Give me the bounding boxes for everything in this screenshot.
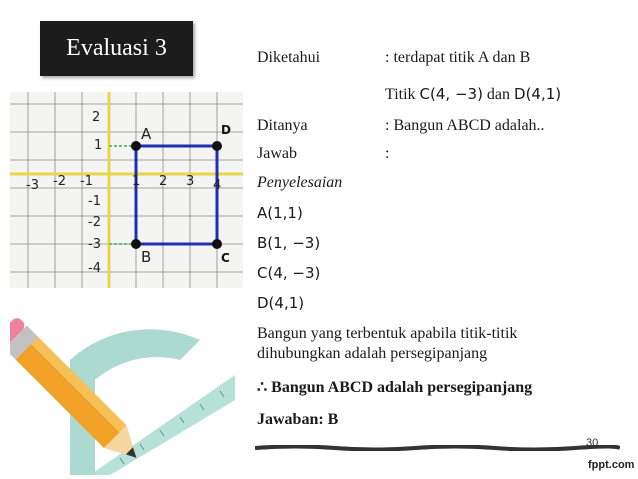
- point-a-marker: [131, 141, 141, 151]
- x-tick-label: 1: [132, 174, 141, 189]
- pencil-protractor-illustration: [10, 300, 240, 479]
- coord-b: B(1, −3): [257, 234, 321, 252]
- x-tick-label: -1: [80, 174, 93, 189]
- given-label: Diketahui: [257, 49, 321, 66]
- point-b-marker: [131, 239, 141, 249]
- page-number: 30: [586, 437, 599, 449]
- x-tick-label: -2: [53, 174, 66, 189]
- y-tick-label: 1: [94, 138, 103, 153]
- y-tick-label: 2: [92, 110, 101, 125]
- point-d-marker: [212, 141, 222, 151]
- coord-c: C(4, −3): [257, 264, 321, 282]
- point-d-coord: D(4,1): [514, 85, 562, 103]
- coord-a: A(1,1): [257, 204, 303, 222]
- slide-title-box: [40, 21, 193, 76]
- solution-label: Penyelesaian: [257, 174, 343, 191]
- conclusion-line-1: Bangun yang terbentuk apabila titik-titik: [257, 325, 518, 342]
- point-label-a: A: [141, 125, 152, 143]
- y-tick-label: -2: [88, 215, 101, 230]
- asked-value: : Bangun ABCD adalah..: [385, 117, 545, 134]
- x-tick-label: 4: [213, 178, 222, 193]
- given-value: : terdapat titik A dan B: [385, 49, 531, 66]
- y-tick-label: -1: [88, 194, 101, 209]
- x-tick-label: -3: [26, 178, 39, 193]
- points-row: [385, 84, 561, 105]
- brand-watermark: fppt.com: [588, 459, 635, 471]
- x-tick-label: 3: [186, 174, 195, 189]
- points-mid: dan: [482, 86, 515, 103]
- points-prefix: Titik: [385, 86, 420, 103]
- footer-divider: [255, 445, 620, 451]
- answer-value: :: [385, 145, 390, 162]
- point-label-d: D: [221, 123, 231, 137]
- final-answer: Jawaban: B: [257, 411, 339, 428]
- therefore-statement: ∴ Bangun ABCD adalah persegipanjang: [257, 379, 533, 396]
- coordinate-grid-figure: [10, 92, 243, 288]
- x-tick-label: 2: [159, 174, 168, 189]
- y-tick-label: -4: [88, 261, 101, 276]
- point-label-b: B: [141, 248, 152, 266]
- asked-label: Ditanya: [257, 117, 308, 134]
- coord-d: D(4,1): [257, 294, 305, 312]
- answer-label: Jawab: [257, 145, 297, 162]
- y-tick-label: -3: [88, 237, 101, 252]
- conclusion-line-2: dihubungkan adalah persegipanjang: [257, 345, 488, 362]
- point-label-c: C: [221, 251, 230, 265]
- slide-title: Evaluasi 3: [66, 35, 167, 61]
- point-c-marker: [212, 239, 222, 249]
- point-c-coord: C(4, −3): [419, 85, 483, 103]
